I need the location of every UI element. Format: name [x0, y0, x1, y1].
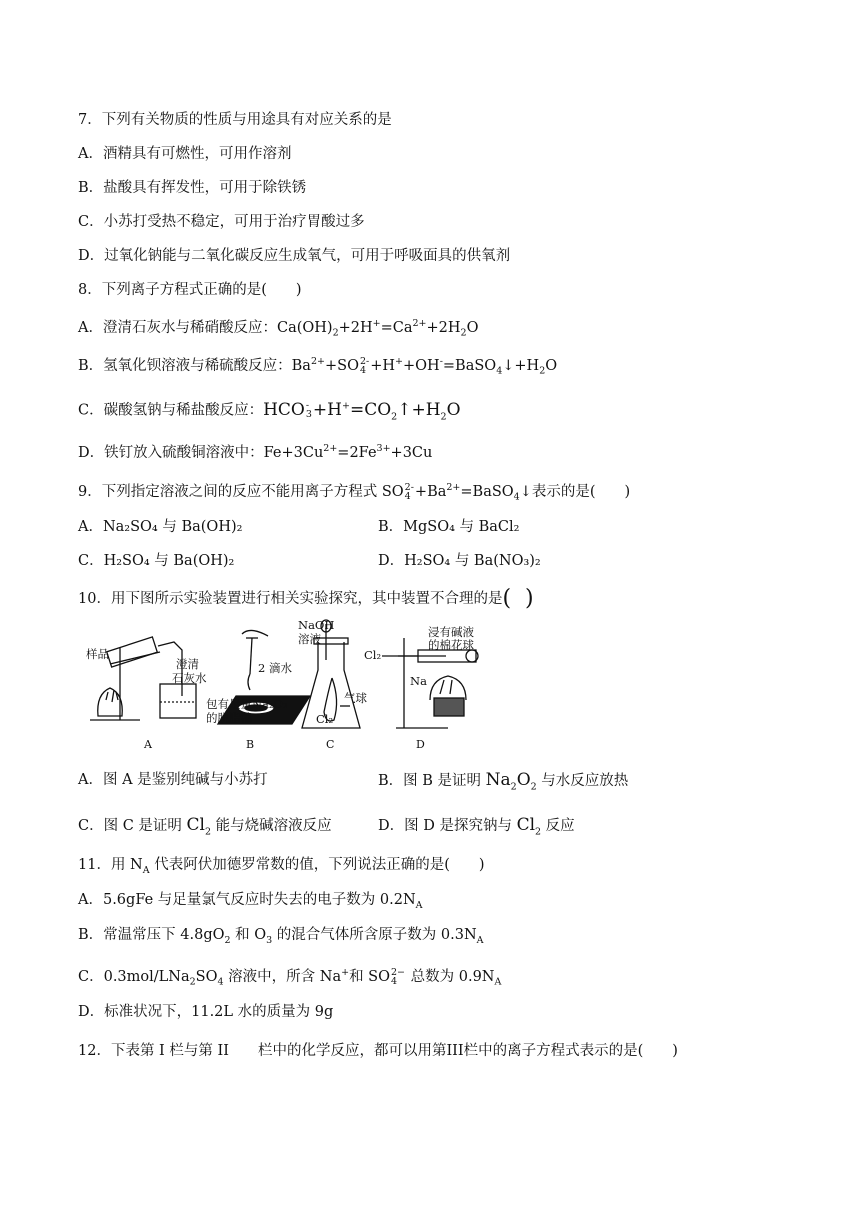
q8-option-c: C．碳酸氢钠与稀盐酸反应：HCO - 3 $+H^+=CO_2↑+H_2O$ [78, 399, 461, 423]
q10-option-b: B．图 B 是证明 $Na_2O_2$ 与水反应放热 [378, 770, 629, 793]
fig-c-balloon-label: 气球 [344, 691, 367, 705]
fig-c-cl2-label: Cl₂ [316, 712, 334, 726]
fig-b-wrap-label-2: 的脱脂棉 [206, 711, 252, 725]
q7-option-c: C．小苏打受热不稳定，可用于治疗胃酸过多 [78, 214, 365, 230]
fig-a-lime-label-2: 石灰水 [172, 671, 207, 685]
fig-d-na-label: Na [410, 674, 427, 688]
fig-d-cl2-label: Cl₂ [364, 648, 382, 662]
fig-label-c: C [326, 738, 335, 751]
q9-stem: 9．下列指定溶液之间的反应不能用离子方程式 SO 2- 4 $+Ba^{2+}=BaSO_4↓$表示的是( ) [78, 481, 631, 503]
q8-stem: 8．下列离子方程式正确的是( ) [78, 282, 302, 298]
fig-label-d: D [416, 738, 425, 751]
q8-option-b: B．氢氧化钡溶液与稀硫酸反应：$Ba^{2+}+SO$ 2- 4 $+H^++OH^-=BaSO_4↓+H_2O$ [78, 355, 558, 377]
q11-stem: 11．用 $N_A$ 代表阿伏加德罗常数的值，下列说法正确的是( ) [78, 857, 485, 876]
q7-option-b: B．盐酸具有挥发性，可用于除铁锈 [78, 180, 307, 196]
q11-option-c: C．$0.3mol/LNa_2SO_4$ 溶液中，所含 Na+和 SO 2− 4 总数为 $0.9N_A$ [78, 966, 502, 988]
q7-option-d: D．过氧化钠能与二氧化碳反应生成氧气，可用于呼吸面具的供氧剂 [78, 248, 511, 264]
q8-option-d: D．铁钉放入硫酸铜溶液中：$Fe+3Cu^{2+}=2Fe^{3+}+3Cu$ [78, 443, 433, 461]
q9-option-a: A．Na₂SO₄ 与 Ba(OH)₂ [78, 519, 243, 535]
fig-a-lime-label-1: 澄清 [176, 657, 199, 671]
fig-label-a: A [144, 738, 152, 751]
q7-stem: 7．下列有关物质的性质与用途具有对应关系的是 [78, 112, 392, 128]
q8-option-a: A．澄清石灰水与稀硝酸反应：$Ca(OH)_2+2H^+=Ca^{2+}+2H_2O$ [78, 318, 479, 339]
fig-label-b: B [246, 738, 255, 751]
q10-option-c: C．图 C 是证明 $Cl_2$ 能与烧碱溶液反应 [78, 815, 332, 838]
q12-stem: 12．下表第 I 栏与第 II 栏中的化学反应，都可以用第III栏中的离子方程式表示的是( ) [78, 1043, 678, 1059]
fig-c-naoh-label-1: NaOH [298, 618, 335, 632]
q10-option-a: A．图 A 是鉴别纯碱与小苏打 [78, 772, 268, 788]
q10-apparatus-figure [78, 616, 518, 754]
q9-option-d: D．H₂SO₄ 与 Ba(NO₃)₂ [378, 553, 541, 569]
q11-option-a: A．5.6gFe 与足量氯气反应时失去的电子数为 $0.2N_A$ [78, 892, 423, 911]
q9-option-b: B．MgSO₄ 与 BaCl₂ [378, 519, 520, 535]
fig-b-wrap-label-1: 包有足量Na₂O₂ [206, 697, 288, 711]
q11-option-b: B．常温常压下 $4.8gO_2$ 和 $O_3$ 的混合气体所含原子数为 $0.3N_A$ [78, 927, 484, 946]
fig-d-cotton-label-1: 浸有碱液 [428, 625, 474, 639]
fig-b-water-label: 2 滴水 [258, 661, 292, 675]
q7-option-a: A．酒精具有可燃性，可用作溶剂 [78, 146, 292, 162]
q9-option-c: C．H₂SO₄ 与 Ba(OH)₂ [78, 553, 235, 569]
fig-a-sample-label: 样品 [86, 647, 109, 661]
q10-stem: 10．用下图所示实验装置进行相关实验探究，其中装置不合理的是( ) [78, 586, 534, 611]
fig-c-naoh-label-2: 溶液 [298, 632, 321, 646]
fig-d-cotton-label-2: 的棉花球 [428, 638, 474, 652]
q11-option-d: D．标准状况下，11.2L 水的质量为 9g [78, 1004, 334, 1020]
q10-option-d: D．图 D 是探究钠与 $Cl_2$ 反应 [378, 815, 575, 838]
